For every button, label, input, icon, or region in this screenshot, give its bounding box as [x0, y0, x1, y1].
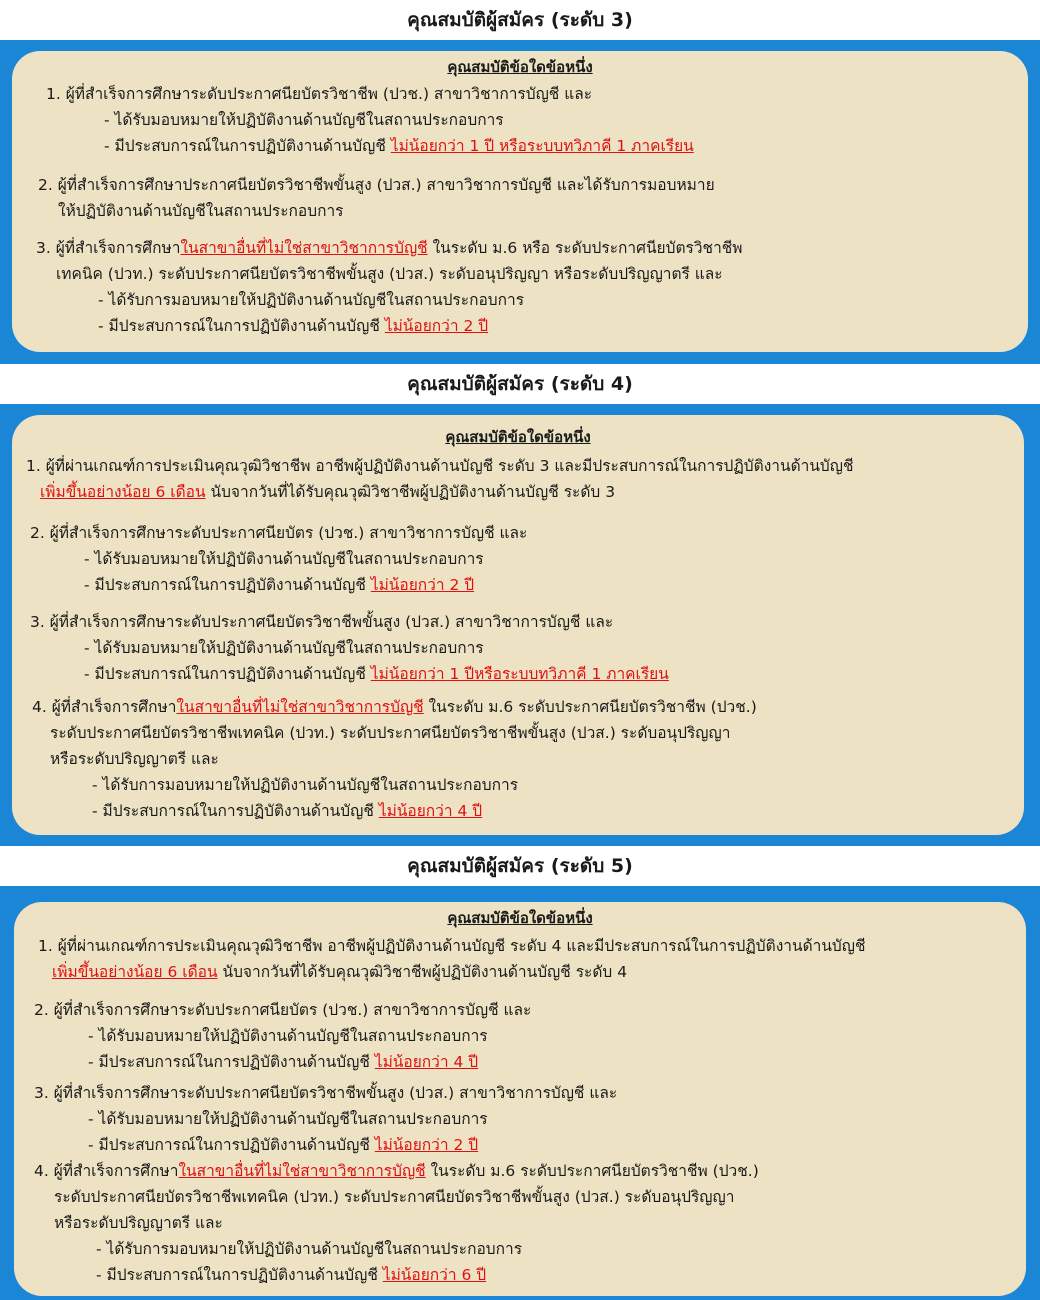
section-3-line-13: - มีประสบการณ์ในการปฏิบัติงานด้านบัญชี ไม่น้อยกว่า 6 ปี: [96, 1266, 487, 1284]
section-2-subtitle: คุณสมบัติข้อใดข้อหนึ่ง: [445, 428, 591, 446]
section-3-line-7: - ได้รับมอบหมายให้ปฏิบัติงานด้านบัญชีในสถานประกอบการ: [88, 1110, 488, 1128]
section-1-line-2: - ได้รับมอบหมายให้ปฏิบัติงานด้านบัญชีในสถานประกอบการ: [104, 111, 504, 129]
section-2-line-9: 4. ผู้ที่สำเร็จการศึกษาในสาขาอื่นที่ไม่ใช่สาขาวิชาการบัญชี ในระดับ ม.6 ระดับประกาศนียบัตรวิชาชีพ (ปวช.): [32, 698, 757, 716]
section-2-line-8: - มีประสบการณ์ในการปฏิบัติงานด้านบัญชี ไม่น้อยกว่า 1 ปีหรือระบบทวิภาคี 1 ภาคเรียน: [84, 665, 669, 683]
section-3-band: [0, 886, 1040, 1300]
section-3-line-11: หรือระดับปริญญาตรี และ: [54, 1214, 223, 1232]
section-2-title: คุณสมบัติผู้สมัคร (ระดับ 4): [407, 373, 633, 395]
section-1-line-6: 3. ผู้ที่สำเร็จการศึกษาในสาขาอื่นที่ไม่ใช่สาขาวิชาการบัญชี ในระดับ ม.6 หรือ ระดับประกาศนียบัตรวิชาชีพ: [36, 239, 743, 257]
section-2-line-10: ระดับประกาศนียบัตรวิชาชีพเทคนิค (ปวท.) ระดับประกาศนียบัตรวิชาชีพขั้นสูง (ปวส.) ระดับอนุปริญญา: [50, 724, 731, 742]
section-1-title: คุณสมบัติผู้สมัคร (ระดับ 3): [407, 9, 633, 31]
section-3-line-8: - มีประสบการณ์ในการปฏิบัติงานด้านบัญชี ไม่น้อยกว่า 2 ปี: [88, 1136, 479, 1154]
section-3-line-4: - ได้รับมอบหมายให้ปฏิบัติงานด้านบัญชีในสถานประกอบการ: [88, 1027, 488, 1045]
section-3-line-9: 4. ผู้ที่สำเร็จการศึกษาในสาขาอื่นที่ไม่ใช่สาขาวิชาการบัญชี ในระดับ ม.6 ระดับประกาศนียบัตรวิชาชีพ (ปวช.): [34, 1162, 759, 1180]
section-1-subtitle: คุณสมบัติข้อใดข้อหนึ่ง: [447, 58, 593, 76]
section-3-card: [14, 902, 1026, 1296]
section-2-line-12: - ได้รับการมอบหมายให้ปฏิบัติงานด้านบัญชีในสถานประกอบการ: [92, 776, 519, 794]
section-2-line-3: 2. ผู้ที่สำเร็จการศึกษาระดับประกาศนียบัตร (ปวช.) สาขาวิชาการบัญชี และ: [30, 524, 528, 542]
section-3-line-2: เพิ่มขึ้นอย่างน้อย 6 เดือน นับจากวันที่ได้รับคุณวุฒิวิชาชีพผู้ปฏิบัติงานด้านบัญชี ระดับ 4: [52, 963, 628, 981]
section-3-line-5: - มีประสบการณ์ในการปฏิบัติงานด้านบัญชี ไม่น้อยกว่า 4 ปี: [88, 1053, 479, 1071]
section-2-line-11: หรือระดับปริญญาตรี และ: [50, 750, 219, 768]
section-1-card: [12, 51, 1028, 352]
section-2-line-5: - มีประสบการณ์ในการปฏิบัติงานด้านบัญชี ไม่น้อยกว่า 2 ปี: [84, 576, 475, 594]
section-3-title: คุณสมบัติผู้สมัคร (ระดับ 5): [407, 855, 633, 877]
section-2-band: [0, 404, 1040, 846]
section-2-line-1: 1. ผู้ที่ผ่านเกณฑ์การประเมินคุณวุฒิวิชาชีพ อาชีพผู้ปฏิบัติงานด้านบัญชี ระดับ 3 และมีประสบการณ์ในการปฏิบัติงานด้านบัญชี: [26, 457, 854, 475]
section-3-subtitle: คุณสมบัติข้อใดข้อหนึ่ง: [447, 909, 593, 927]
section-2-line-4: - ได้รับมอบหมายให้ปฏิบัติงานด้านบัญชีในสถานประกอบการ: [84, 550, 484, 568]
section-1-line-7: เทคนิค (ปวท.) ระดับประกาศนียบัตรวิชาชีพขั้นสูง (ปวส.) ระดับอนุปริญญา หรือระดับปริญญาตรี และ: [56, 265, 723, 283]
section-2-line-7: - ได้รับมอบหมายให้ปฏิบัติงานด้านบัญชีในสถานประกอบการ: [84, 639, 484, 657]
section-3-line-3: 2. ผู้ที่สำเร็จการศึกษาระดับประกาศนียบัตร (ปวช.) สาขาวิชาการบัญชี และ: [34, 1001, 532, 1019]
section-1-band: [0, 40, 1040, 364]
section-1-line-4: 2. ผู้ที่สำเร็จการศึกษาประกาศนียบัตรวิชาชีพขั้นสูง (ปวส.) สาขาวิชาการบัญชี และได้รับการมอบหมาย: [38, 176, 715, 194]
section-1-line-1: 1. ผู้ที่สำเร็จการศึกษาระดับประกาศนียบัตรวิชาชีพ (ปวช.) สาขาวิชาการบัญชี และ: [46, 85, 593, 103]
section-2-line-2: เพิ่มขึ้นอย่างน้อย 6 เดือน นับจากวันที่ได้รับคุณวุฒิวิชาชีพผู้ปฏิบัติงานด้านบัญชี ระดับ 3: [40, 483, 616, 501]
section-1-line-8: - ได้รับการมอบหมายให้ปฏิบัติงานด้านบัญชีในสถานประกอบการ: [98, 291, 525, 309]
section-1-line-9: - มีประสบการณ์ในการปฏิบัติงานด้านบัญชี ไม่น้อยกว่า 2 ปี: [98, 317, 489, 335]
section-3-line-12: - ได้รับการมอบหมายให้ปฏิบัติงานด้านบัญชีในสถานประกอบการ: [96, 1240, 523, 1258]
section-3-line-1: 1. ผู้ที่ผ่านเกณฑ์การประเมินคุณวุฒิวิชาชีพ อาชีพผู้ปฏิบัติงานด้านบัญชี ระดับ 4 และมีประสบการณ์ในการปฏิบัติงานด้านบัญชี: [38, 937, 866, 955]
section-2-card: [12, 415, 1024, 835]
section-3-line-6: 3. ผู้ที่สำเร็จการศึกษาระดับประกาศนียบัตรวิชาชีพขั้นสูง (ปวส.) สาขาวิชาการบัญชี และ: [34, 1084, 618, 1102]
section-1-line-5: ให้ปฏิบัติงานด้านบัญชีในสถานประกอบการ: [58, 202, 344, 220]
section-2-line-13: - มีประสบการณ์ในการปฏิบัติงานด้านบัญชี ไม่น้อยกว่า 4 ปี: [92, 802, 483, 820]
section-1-line-3: - มีประสบการณ์ในการปฏิบัติงานด้านบัญชี ไม่น้อยกว่า 1 ปี หรือระบบทวิภาคี 1 ภาคเรียน: [104, 137, 694, 155]
section-3-line-10: ระดับประกาศนียบัตรวิชาชีพเทคนิค (ปวท.) ระดับประกาศนียบัตรวิชาชีพขั้นสูง (ปวส.) ระดับอนุปริญญา: [54, 1188, 735, 1206]
section-2-line-6: 3. ผู้ที่สำเร็จการศึกษาระดับประกาศนียบัตรวิชาชีพขั้นสูง (ปวส.) สาขาวิชาการบัญชี และ: [30, 613, 614, 631]
